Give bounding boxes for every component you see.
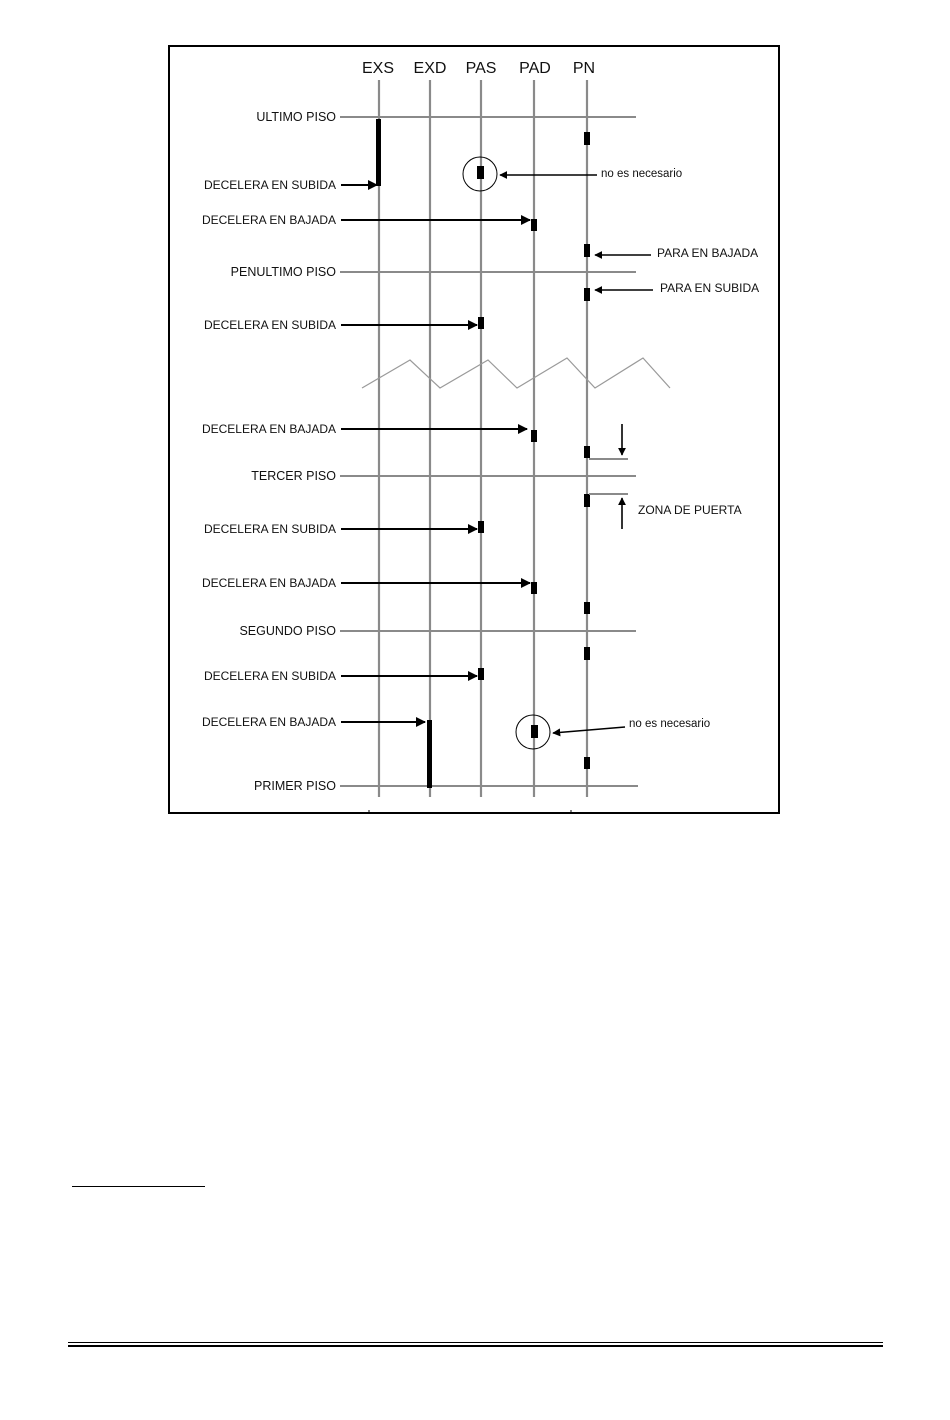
- note-not-needed-bottom: no es necesario: [629, 718, 711, 730]
- signal-label-6: DECELERA EN BAJADA: [201, 576, 336, 590]
- floor-label-ultimo: ULTIMO PISO: [256, 110, 336, 124]
- marker-pn-2: [584, 244, 590, 257]
- marker-pn-1: [584, 132, 590, 145]
- note-para-subida: PARA EN SUBIDA: [660, 281, 760, 295]
- sensor-bar-exd: [427, 720, 432, 788]
- note-para-bajada: PARA EN BAJADA: [657, 246, 759, 260]
- floor-label-primer: PRIMER PISO: [254, 779, 336, 793]
- note-not-needed-top: no es necesario: [601, 168, 683, 180]
- marker-pad-2: [531, 430, 537, 442]
- marker-pad-1: [531, 219, 537, 231]
- column-header-pad: PAD: [519, 60, 551, 77]
- floor-label-segundo: SEGUNDO PISO: [239, 624, 336, 638]
- marker-pad-3: [531, 582, 537, 594]
- footer-rule-thin: [68, 1342, 883, 1343]
- column-header-exs: EXS: [361, 60, 395, 77]
- marker-pas-1: [478, 317, 484, 329]
- column-header-pn: PN: [572, 60, 596, 77]
- marker-pn-8: [584, 757, 590, 769]
- marker-pas-3: [478, 668, 484, 680]
- marker-pn-7: [584, 647, 590, 660]
- sensor-bar-exs: [376, 119, 381, 186]
- marker-pad-bottom: [531, 725, 538, 738]
- signal-label-8: DECELERA EN BAJADA: [201, 715, 336, 729]
- signal-label-5: DECELERA EN SUBIDA: [203, 522, 336, 536]
- arrow-not-needed-bottom: [553, 727, 625, 733]
- marker-pn-6: [584, 602, 590, 614]
- signal-label-4: DECELERA EN BAJADA: [201, 422, 336, 436]
- break-zigzag: [362, 358, 670, 388]
- floor-label-penultimo: PENULTIMO PISO: [230, 265, 336, 279]
- signal-label-3: DECELERA EN SUBIDA: [203, 318, 336, 332]
- marker-pn-4: [584, 446, 590, 458]
- signal-label-7: DECELERA EN SUBIDA: [203, 669, 336, 683]
- marker-pn-5: [584, 494, 590, 507]
- note-zona-puerta: ZONA DE PUERTA: [638, 503, 742, 517]
- signal-label-2: DECELERA EN BAJADA: [201, 213, 336, 227]
- footnote-separator: [72, 1186, 205, 1187]
- marker-pas-2: [478, 521, 484, 533]
- footer-rule-thick: [68, 1345, 883, 1347]
- floor-label-tercer: TERCER PISO: [251, 469, 336, 483]
- column-header-exd: EXD: [413, 60, 447, 77]
- marker-pn-3: [584, 288, 590, 301]
- column-header-pas: PAS: [465, 60, 497, 77]
- marker-pas-top: [477, 166, 484, 179]
- signal-label-1: DECELERA EN SUBIDA: [203, 178, 336, 192]
